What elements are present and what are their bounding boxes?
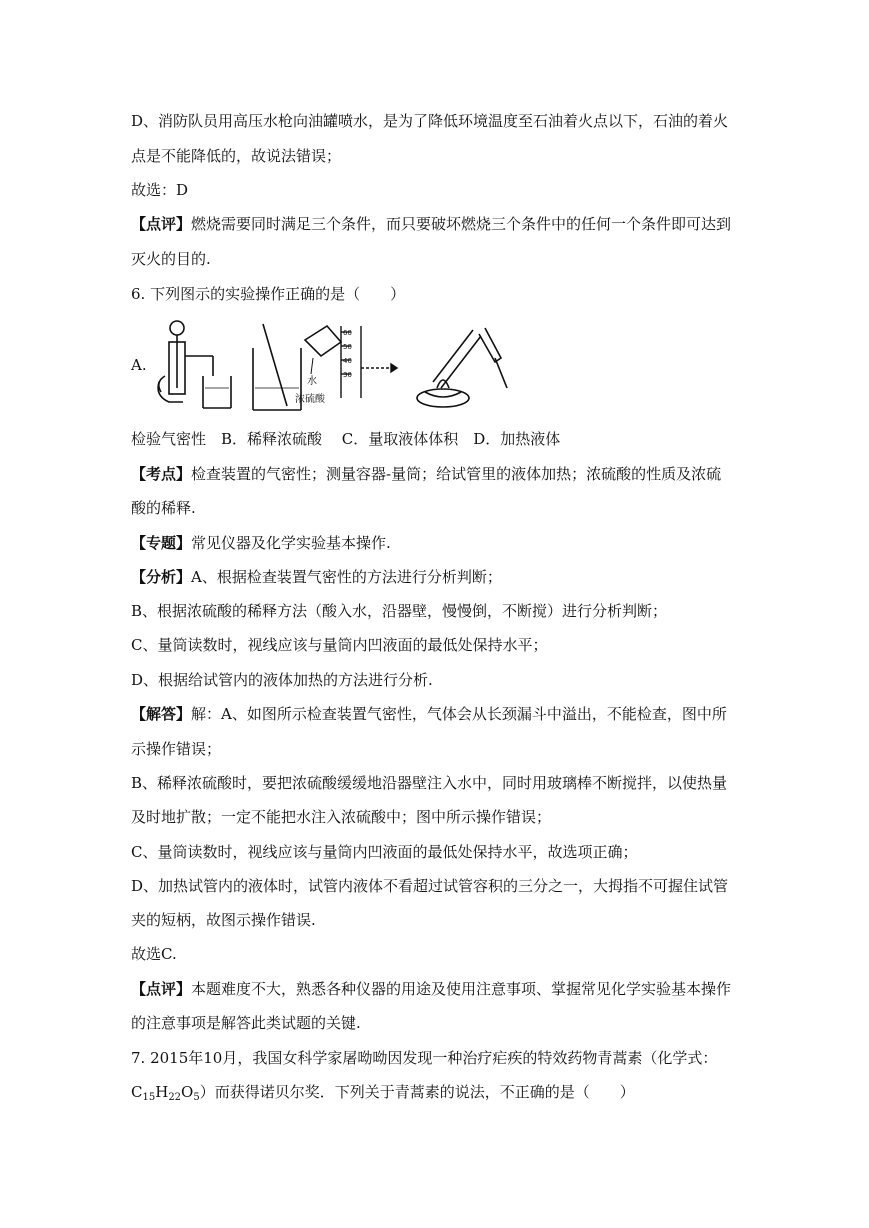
tick-label: 50 bbox=[343, 343, 352, 351]
text-line: 酸的稀释. bbox=[131, 499, 196, 517]
heating-apparatus-icon bbox=[417, 328, 507, 407]
question-7-line2 bbox=[131, 1081, 771, 1109]
text-line: D、加热试管内的液体时，试管内液体不看超过试管容积的三分之一，大拇指不可握住试管 bbox=[131, 877, 729, 895]
formula-c-sub: 15 bbox=[142, 1092, 156, 1103]
answer-line: 故选C. bbox=[131, 945, 177, 963]
acid-label: 浓硫酸 bbox=[295, 394, 325, 405]
question-7-text: ）而获得诺贝尔奖．下列关于青蒿素的说法，不正确的是（ ） bbox=[199, 1083, 635, 1101]
question-6-figure bbox=[131, 318, 531, 416]
question-7: 7. 2015年10月，我国女科学家屠呦呦因发现一种治疗疟疾的特效药物青蒿素（化学式： bbox=[131, 1049, 718, 1067]
text-line: B、根据浓硫酸的稀释方法（酸入水，沿器壁，慢慢倒，不断搅）进行分析判断； bbox=[131, 602, 668, 620]
formula-o-sub: 5 bbox=[193, 1092, 200, 1103]
formula-o: O bbox=[181, 1083, 194, 1101]
comment-text: 燃烧需要同时满足三个条件，而只要破坏燃烧三个条件中的任何一个条件即可达到 bbox=[191, 215, 732, 233]
formula-h: H bbox=[155, 1083, 169, 1101]
answer-line: 故选：D bbox=[131, 181, 189, 199]
text-line: C、量筒读数时，视线应该与量筒内凹液面的最低处保持水平； bbox=[131, 636, 548, 654]
options-line: 检验气密性 B．稀释浓硫酸 C．量取液体体积 D．加热液体 bbox=[131, 430, 561, 448]
solution-line bbox=[131, 703, 771, 725]
text-line: 灭火的目的. bbox=[131, 250, 211, 268]
tick-label: 30 bbox=[343, 371, 352, 379]
text-line: 示操作错误； bbox=[131, 740, 222, 758]
tick-label: 60 bbox=[343, 329, 352, 337]
comment-tag: 【点评】 bbox=[131, 215, 192, 233]
knowledge-point-line bbox=[131, 463, 771, 485]
topic-tag: 【专题】 bbox=[131, 534, 192, 552]
text-line: C、量筒读数时，视线应该与量筒内凹液面的最低处保持水平，故选项正确； bbox=[131, 843, 638, 861]
airtightness-apparatus-icon bbox=[158, 321, 231, 408]
formula-h-sub: 22 bbox=[168, 1092, 182, 1103]
analysis-tag: 【分析】 bbox=[131, 568, 192, 586]
text-line: B、稀释浓硫酸时，要把浓硫酸缓缓地沿器壁注入水中，同时用玻璃棒不断搅拌，以使热量 bbox=[131, 774, 728, 792]
formula-c: C bbox=[131, 1083, 143, 1101]
text-line: 的注意事项是解答此类试题的关键. bbox=[131, 1014, 361, 1032]
comment-text: 本题难度不大，熟悉各种仪器的用途及使用注意事项、掌握常见化学实验基本操作 bbox=[191, 980, 732, 998]
tick-label: 40 bbox=[343, 357, 352, 365]
knowledge-point-text: 检查装置的气密性；测量容器-量筒；给试管里的液体加热；浓硫酸的性质及浓硫 bbox=[191, 465, 722, 483]
question-6: 6. 下列图示的实验操作正确的是（ ） bbox=[131, 285, 406, 303]
lab-operations-figure bbox=[155, 318, 515, 416]
solution-tag: 【解答】 bbox=[131, 705, 192, 723]
option-a-label: A. bbox=[131, 356, 147, 374]
topic-text: 常见仪器及化学实验基本操作. bbox=[191, 534, 391, 552]
topic-line bbox=[131, 532, 771, 554]
solution-text: 解：A、如图所示检查装置气密性，气体会从长颈漏斗中溢出，不能检查，图中所 bbox=[191, 705, 727, 723]
comment-line bbox=[131, 978, 771, 1000]
text-line: D、根据给试管内的液体加热的方法进行分析. bbox=[131, 671, 433, 689]
text-line: D、消防队员用高压水枪向油罐喷水，是为了降低环境温度至石油着火点以下，石油的着火 bbox=[131, 112, 729, 130]
text-line: 点是不能降低的，故说法错误； bbox=[131, 147, 342, 165]
analysis-text: A、根据检查装置气密性的方法进行分析判断； bbox=[191, 568, 502, 586]
text-line: 夹的短柄，故图示操作错误. bbox=[131, 911, 316, 929]
analysis-line bbox=[131, 566, 771, 588]
comment-tag: 【点评】 bbox=[131, 980, 192, 998]
water-label: 水 bbox=[307, 376, 317, 387]
knowledge-point-tag: 【考点】 bbox=[131, 465, 192, 483]
comment-line bbox=[131, 213, 771, 235]
text-line: 及时地扩散；一定不能把水注入浓硫酸中；图中所示操作错误； bbox=[131, 808, 552, 826]
